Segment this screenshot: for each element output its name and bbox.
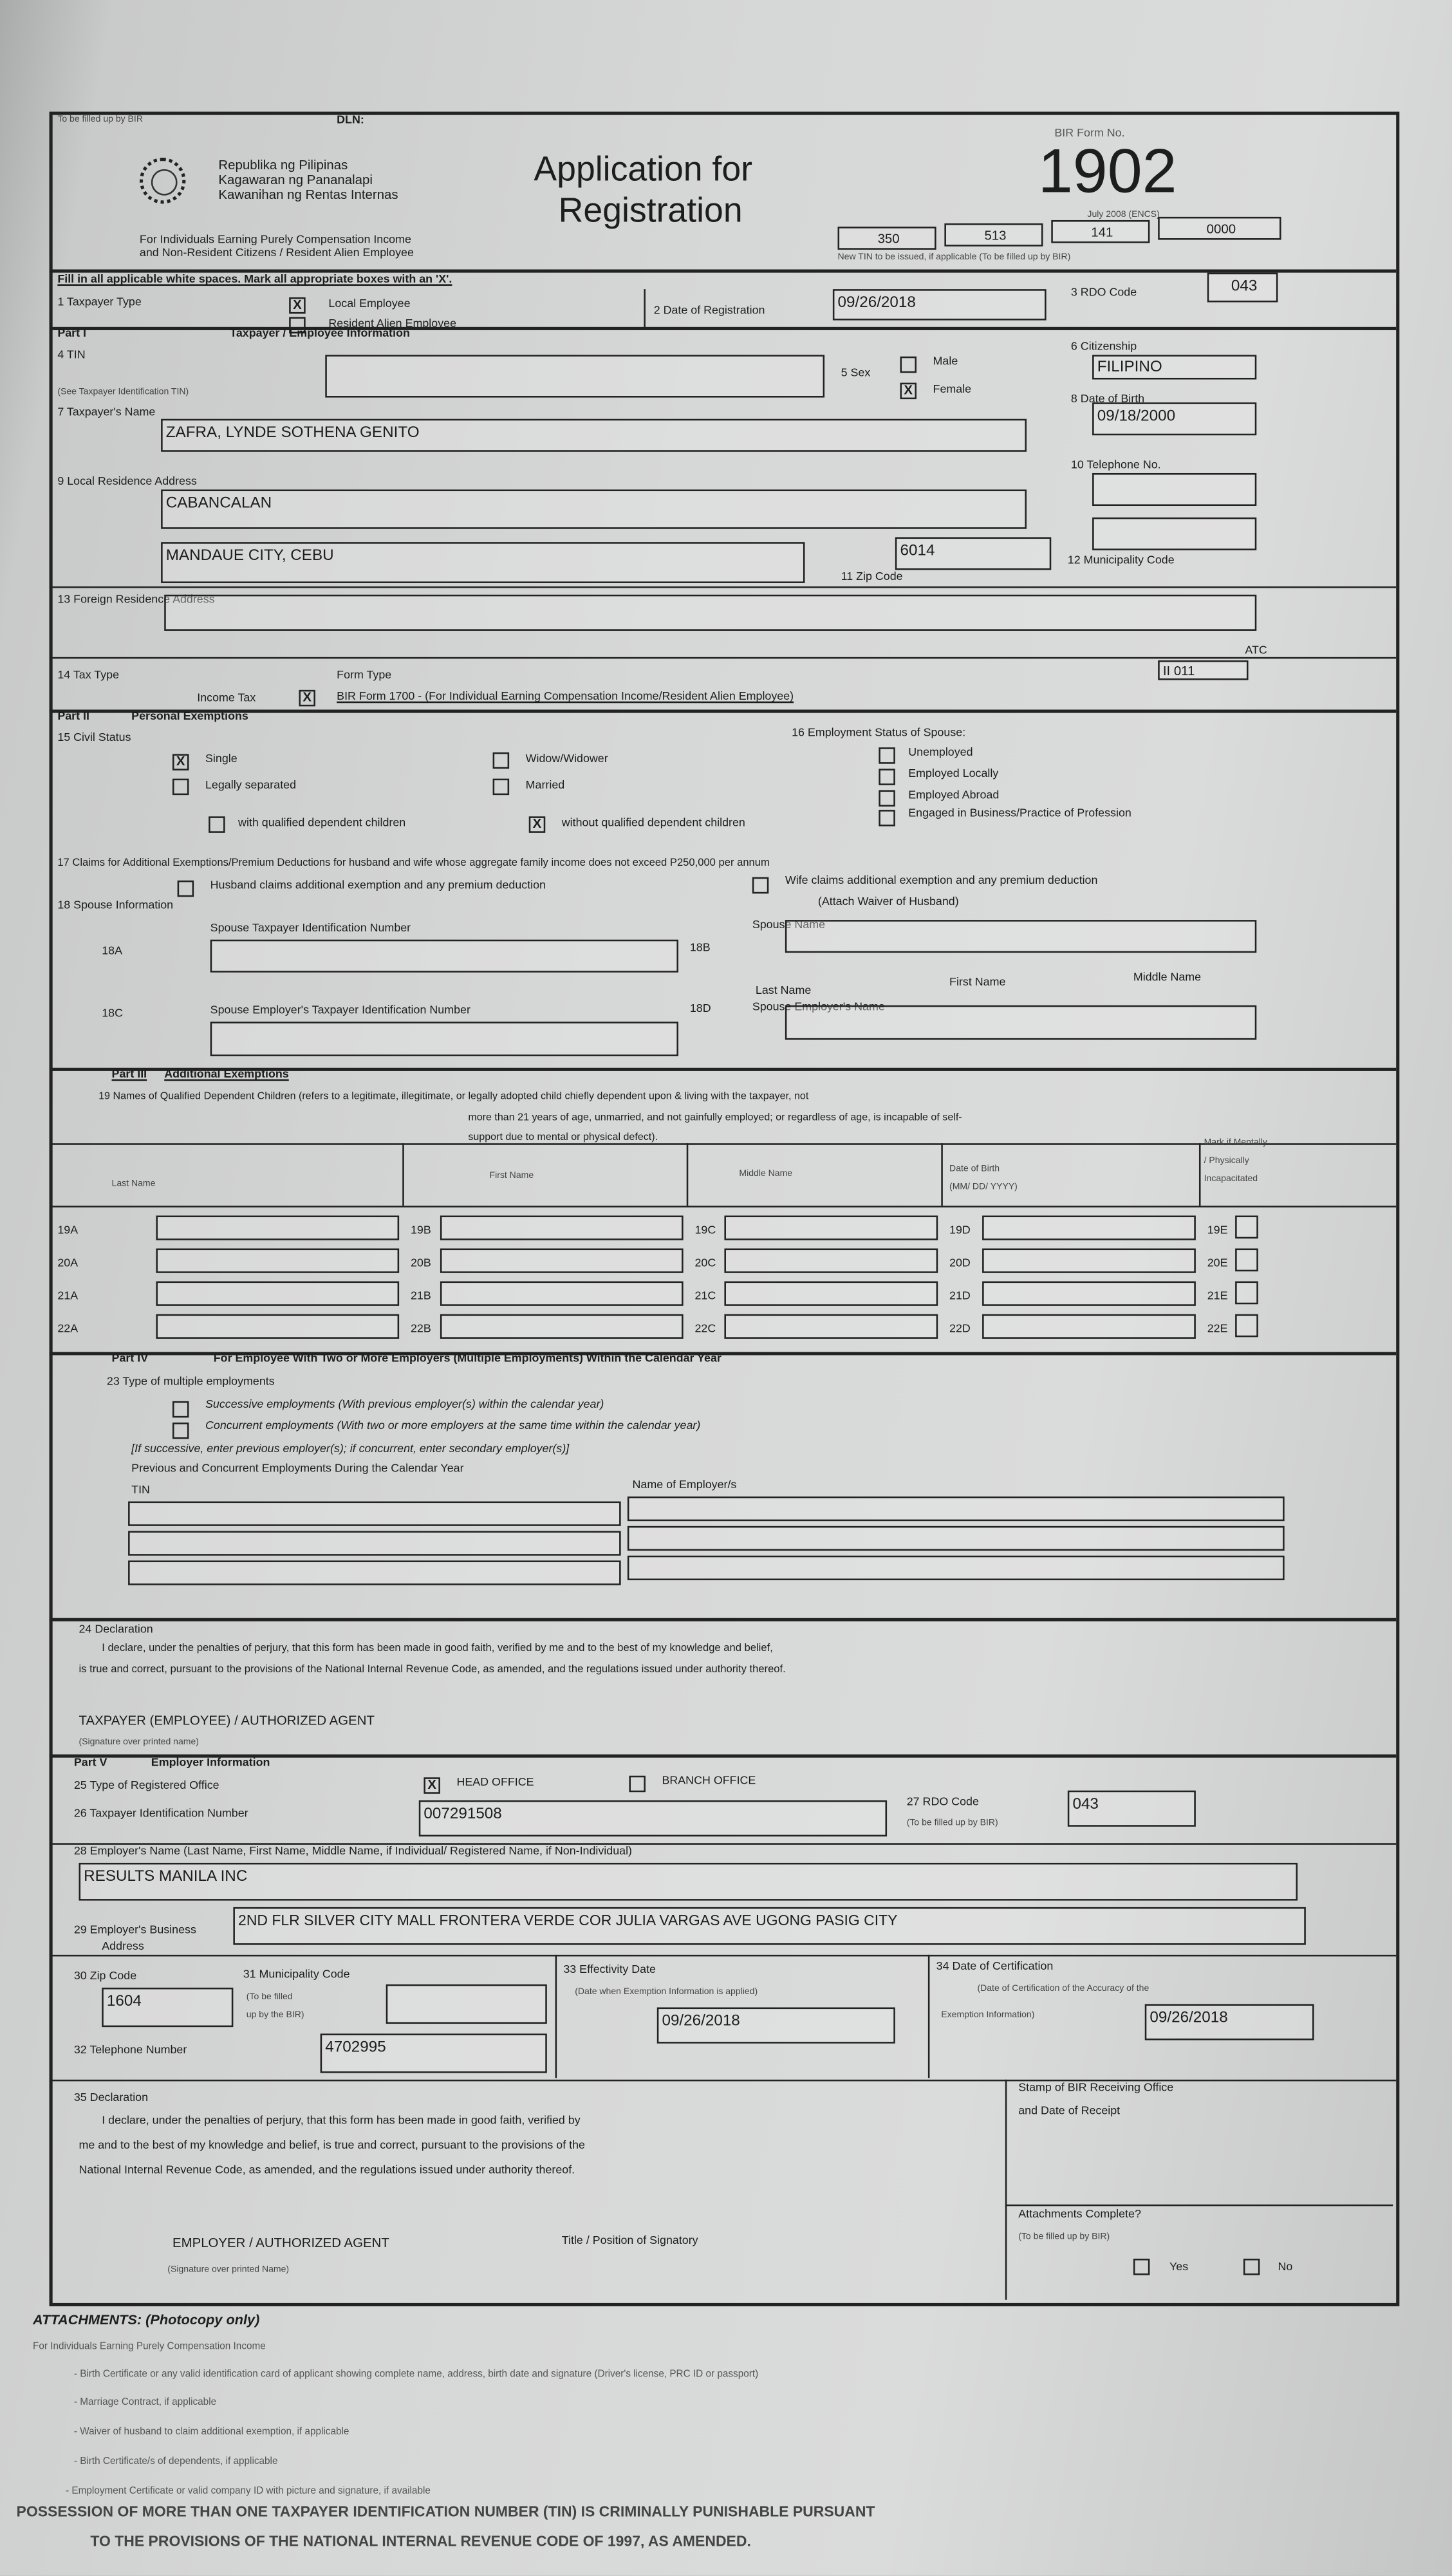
- unemployed-label: Unemployed: [908, 747, 973, 760]
- attachments-complete-note: (To be filled up by BIR): [1018, 2232, 1110, 2243]
- wife-claims-checkbox[interactable]: [752, 877, 769, 894]
- date-of-registration-label: 2 Date of Registration: [653, 305, 765, 317]
- tin-column-header: TIN: [131, 1485, 150, 1497]
- divider: [50, 1143, 1397, 1145]
- divider: [50, 270, 1397, 273]
- female-label: Female: [933, 384, 972, 397]
- dependent-field[interactable]: [982, 1282, 1196, 1306]
- employer-signature-note: (Signature over printed Name): [167, 2265, 290, 2275]
- spouse-employer-tin-field[interactable]: [210, 1022, 678, 1056]
- prev-employer-tin-field[interactable]: [128, 1531, 621, 1555]
- divider: [941, 1143, 943, 1206]
- spouse-employer-name-field[interactable]: [785, 1005, 1256, 1040]
- employer-zip-field[interactable]: 1604: [102, 1988, 233, 2027]
- new-tin-box-4: 0000: [1158, 217, 1281, 240]
- widow-label: Widow/Widower: [525, 754, 608, 766]
- attachments-yes-checkbox[interactable]: [1133, 2259, 1150, 2275]
- waiver-note: (Attach Waiver of Husband): [817, 897, 959, 909]
- date-of-registration-field[interactable]: 09/26/2018: [833, 289, 1047, 320]
- tin-label: 4 TIN: [57, 350, 86, 362]
- rdo-code-field[interactable]: 043: [1207, 273, 1278, 303]
- divider: [928, 1955, 930, 2078]
- dependent-field-label: 22D: [949, 1323, 971, 1336]
- field-18d-label: 18D: [689, 1003, 711, 1016]
- col-dob: Date of Birth: [949, 1164, 1000, 1175]
- municipality-code-note: (To be filled: [246, 1992, 293, 2002]
- dependent-field[interactable]: [724, 1314, 938, 1339]
- telephone-field[interactable]: [1092, 473, 1256, 506]
- legally-separated-checkbox[interactable]: [172, 779, 189, 796]
- citizenship-label: 6 Citizenship: [1070, 341, 1137, 353]
- employer-phone-field[interactable]: 4702995: [321, 2033, 547, 2073]
- declaration-label: 24 Declaration: [79, 1624, 153, 1636]
- female-checkbox[interactable]: X: [900, 383, 917, 400]
- citizenship-field[interactable]: FILIPINO: [1092, 355, 1256, 379]
- husband-claims-checkbox[interactable]: [178, 881, 194, 897]
- multiple-employment-label: 23 Type of multiple employments: [106, 1376, 275, 1388]
- divider: [50, 586, 1397, 588]
- prev-employer-name-field[interactable]: [628, 1526, 1285, 1551]
- yes-label: Yes: [1169, 2262, 1189, 2273]
- divider: [1005, 2080, 1007, 2300]
- signature-note: (Signature over printed name): [79, 1738, 199, 1748]
- concurrent-checkbox[interactable]: [172, 1423, 189, 1439]
- dependent-field[interactable]: [982, 1314, 1196, 1339]
- employed-abroad-label: Employed Abroad: [908, 790, 1000, 802]
- bir-seal-icon: [140, 158, 185, 203]
- form-no-label: BIR Form No.: [1054, 128, 1125, 140]
- declaration-text: is true and correct, pursuant to the provisions of the National Internal Revenue Code, as amended, and the regulations issued under authority thereof.: [79, 1664, 786, 1676]
- tax-type-label: 14 Tax Type: [57, 670, 120, 682]
- form-type-checkbox[interactable]: X: [299, 690, 315, 707]
- local-employee-label: Local Employee: [328, 299, 411, 311]
- prev-employer-tin-field[interactable]: [128, 1502, 621, 1526]
- employed-abroad-checkbox[interactable]: [879, 790, 895, 807]
- dependent-field-label: 19E: [1207, 1225, 1228, 1237]
- part5-title: Employer Information: [151, 1757, 270, 1769]
- dependent-field[interactable]: [982, 1215, 1196, 1240]
- head-office-checkbox[interactable]: X: [424, 1777, 440, 1794]
- employed-locally-checkbox[interactable]: [879, 769, 895, 785]
- tin-warning: TO THE PROVISIONS OF THE NATIONAL INTERNAL REVENUE CODE OF 1997, AS AMENDED.: [90, 2533, 751, 2550]
- engaged-business-checkbox[interactable]: [879, 810, 895, 826]
- dependent-field[interactable]: [724, 1282, 938, 1306]
- attachments-subtitle: For Individuals Earning Purely Compensation Income: [33, 2342, 266, 2353]
- without-children-label: without qualified dependent children: [561, 817, 745, 830]
- certification-date-field[interactable]: 09/26/2018: [1145, 2004, 1314, 2040]
- dependents-label-cont: more than 21 years of age, unmarried, and not gainfully employed; or regardless of age, is incapable of self-: [468, 1112, 962, 1124]
- attachment-item: - Employment Certificate or valid company ID with picture and signature, if available: [66, 2487, 431, 2497]
- employer-name-label: 28 Employer's Name (Last Name, First Name, Middle Name, if Individual/ Registered Name, if Non-Individual): [73, 1846, 633, 1858]
- dependent-field-label: 21A: [57, 1291, 79, 1303]
- form-title-line2: Registration: [558, 192, 743, 230]
- incapacitated-checkbox[interactable]: [1235, 1282, 1258, 1305]
- date-of-birth-field[interactable]: 09/18/2000: [1092, 402, 1256, 435]
- dependent-field[interactable]: [156, 1282, 399, 1306]
- local-employee-checkbox[interactable]: X: [289, 297, 306, 314]
- agency-line: Kawanihan ng Rentas Internas: [218, 187, 398, 202]
- zip-code-field[interactable]: 6014: [895, 537, 1051, 570]
- part4-label: Part IV: [111, 1353, 149, 1365]
- new-tin-box-2: 513: [944, 223, 1043, 247]
- local-address-label: 9 Local Residence Address: [57, 476, 197, 488]
- spouse-employer-tin-label: Spouse Employer's Taxpayer Identification Number: [210, 1005, 470, 1017]
- divider: [555, 1955, 557, 2078]
- no-label: No: [1278, 2262, 1293, 2273]
- tin-note: (See Taxpayer Identification TIN): [57, 387, 189, 398]
- single-checkbox[interactable]: X: [172, 754, 189, 770]
- divider: [50, 1618, 1397, 1621]
- previous-employments-label: Previous and Concurrent Employments During the Calendar Year: [131, 1463, 464, 1475]
- male-label: Male: [933, 356, 958, 368]
- taxpayer-name-field[interactable]: ZAFRA, LYNDE SOTHENA GENITO: [161, 419, 1027, 452]
- employer-tin-field[interactable]: 007291508: [419, 1800, 887, 1836]
- employed-locally-label: Employed Locally: [908, 769, 999, 781]
- branch-office-label: BRANCH OFFICE: [662, 1775, 756, 1787]
- single-label: Single: [205, 754, 237, 766]
- title-position-label: Title / Position of Signatory: [561, 2235, 698, 2248]
- divider: [50, 1955, 1397, 1957]
- dependent-field-label: 20E: [1207, 1258, 1228, 1270]
- employer-municipality-field[interactable]: [386, 1984, 547, 2024]
- married-label: Married: [525, 780, 565, 792]
- attachment-item: - Birth Certificate or any valid identification card of applicant showing complete name, address, birth date and signature (Driver's license, PRC ID or passport): [73, 2370, 759, 2380]
- employment-note: [If successive, enter previous employer(s); if concurrent, enter secondary employer(s)]: [131, 1444, 570, 1456]
- sex-label: 5 Sex: [841, 368, 871, 380]
- dependent-field[interactable]: [982, 1249, 1196, 1273]
- effectivity-date-field[interactable]: 09/26/2018: [657, 2008, 895, 2044]
- divider: [50, 1843, 1397, 1845]
- prev-employer-name-field[interactable]: [628, 1556, 1285, 1580]
- successive-checkbox[interactable]: [172, 1401, 189, 1418]
- part5-label: Part V: [73, 1757, 107, 1769]
- dependent-field-label: 22E: [1207, 1323, 1228, 1336]
- certification-date-note: (Date of Certification of the Accuracy of the: [977, 1984, 1150, 1995]
- dependent-field[interactable]: [156, 1314, 399, 1339]
- spouse-tin-label: Spouse Taxpayer Identification Number: [210, 923, 411, 935]
- rdo-code-label: 3 RDO Code: [1070, 287, 1137, 299]
- part4-title: For Employee With Two or More Employers (Multiple Employments) Within the Calendar Year: [213, 1353, 721, 1365]
- part3-label: Part III: [111, 1069, 147, 1081]
- employer-rdo-field[interactable]: 043: [1068, 1791, 1196, 1827]
- branch-office-checkbox[interactable]: [629, 1776, 646, 1793]
- dependent-field[interactable]: [724, 1249, 938, 1273]
- dependent-field[interactable]: [724, 1215, 938, 1240]
- field-18b-label: 18B: [689, 942, 711, 955]
- with-children-checkbox[interactable]: [209, 816, 225, 833]
- employer-name-field[interactable]: RESULTS MANILA INC: [79, 1863, 1298, 1901]
- atc-label: ATC: [1245, 645, 1267, 657]
- taxpayer-type-label: 1 Taxpayer Type: [57, 297, 142, 309]
- resident-alien-label: Resident Alien Employee: [328, 319, 457, 330]
- tin-field[interactable]: [325, 355, 824, 397]
- new-tin-box-1: 350: [838, 227, 936, 250]
- employer-phone-label: 32 Telephone Number: [73, 2045, 187, 2057]
- dependent-field-label: 20B: [411, 1258, 431, 1270]
- form-type-value: BIR Form 1700 - (For Individual Earning Compensation Income/Resident Alien Employee): [337, 691, 794, 704]
- new-tin-box-3: 141: [1051, 220, 1150, 243]
- municipality-code-field[interactable]: [1092, 518, 1256, 550]
- claims-label: 17 Claims for Additional Exemptions/Premium Deductions for husband and wife whose aggregate family income does not exceed P250,000 per annum: [57, 857, 770, 870]
- taxpayer-signatory: TAXPAYER (EMPLOYEE) / AUTHORIZED AGENT: [79, 1713, 375, 1728]
- dependent-field-label: 19A: [57, 1225, 79, 1237]
- col-middle-name: Middle Name: [739, 1170, 793, 1180]
- dependent-field-label: 20A: [57, 1258, 79, 1270]
- col-dob-format: (MM/ DD/ YYYY): [949, 1182, 1018, 1193]
- dependent-field-label: 21D: [949, 1291, 971, 1303]
- attachments-no-checkbox[interactable]: [1243, 2259, 1260, 2275]
- foreign-address-field[interactable]: [164, 595, 1256, 631]
- with-children-label: with qualified dependent children: [238, 817, 406, 830]
- col-incapacitated: Incapacitated: [1204, 1174, 1258, 1184]
- agency-line: Republika ng Pilipinas: [218, 157, 348, 173]
- part1-title: Taxpayer / Employee Information: [230, 328, 410, 341]
- employer-zip-label: 30 Zip Code: [73, 1971, 137, 1983]
- last-name-label: Last Name: [755, 985, 812, 998]
- dependents-label: 19 Names of Qualified Dependent Children (refers to a legitimate, illegitimate, or legally adopted child chiefly dependent upon & living with the taxpayer, not: [98, 1090, 809, 1103]
- col-incapacitated: Mark if Mentally: [1204, 1138, 1267, 1148]
- atc-field[interactable]: II 011: [1158, 660, 1248, 680]
- dependent-field[interactable]: [440, 1282, 684, 1306]
- attachment-item: - Marriage Contract, if applicable: [73, 2398, 217, 2409]
- divider: [50, 2080, 1397, 2082]
- municipality-code-note: up by the BIR): [246, 2010, 304, 2021]
- divider: [1199, 1143, 1201, 1206]
- attachment-item: - Birth Certificate/s of dependents, if applicable: [73, 2457, 278, 2468]
- male-checkbox[interactable]: [900, 357, 917, 373]
- zip-code-label: 11 Zip Code: [841, 572, 903, 583]
- dependent-field-label: 19B: [411, 1225, 431, 1237]
- field-18a-label: 18A: [102, 946, 123, 958]
- employer-declaration-text: I declare, under the penalties of perjury, that this form has been made in good faith, verified by: [102, 2115, 581, 2127]
- form-number: 1902: [1038, 138, 1177, 207]
- col-last-name: Last Name: [111, 1179, 156, 1190]
- spouse-employment-label: 16 Employment Status of Spouse:: [792, 727, 966, 740]
- divider: [50, 709, 1397, 713]
- effectivity-date-note: (Date when Exemption Information is applied): [575, 1987, 758, 1998]
- employer-address-label-cont: Address: [102, 1941, 144, 1954]
- spouse-name-label: Spouse Name: [752, 920, 826, 931]
- dependent-field-label: 22C: [694, 1323, 716, 1336]
- widow-checkbox[interactable]: [493, 752, 510, 769]
- head-office-label: HEAD OFFICE: [456, 1777, 534, 1789]
- dependent-field[interactable]: [156, 1249, 399, 1273]
- declaration-text: I declare, under the penalties of perjury, that this form has been made in good faith, verified by me and to the best of my knowledge and belief,: [102, 1643, 773, 1654]
- dependent-field-label: 21E: [1207, 1291, 1228, 1303]
- new-tin-note: New TIN to be issued, if applicable (To be filled up by BIR): [837, 253, 1071, 263]
- col-incapacitated: / Physically: [1204, 1156, 1249, 1166]
- divider: [644, 289, 646, 328]
- incapacitated-checkbox[interactable]: [1235, 1249, 1258, 1272]
- first-name-label: First Name: [949, 977, 1006, 989]
- divider: [1005, 2205, 1393, 2207]
- wife-claims-label: Wife claims additional exemption and any premium deduction: [785, 875, 1098, 888]
- stamp-label: Stamp of BIR Receiving Office: [1018, 2082, 1174, 2095]
- taxpayer-name-label: 7 Taxpayer's Name: [57, 407, 156, 419]
- date-of-birth-label: 8 Date of Birth: [1070, 394, 1145, 406]
- divider: [50, 657, 1397, 659]
- dependent-field-label: 20C: [694, 1258, 716, 1270]
- form-type-label: Form Type: [337, 670, 392, 682]
- tin-warning: POSSESSION OF MORE THAN ONE TAXPAYER IDENTIFICATION NUMBER (TIN) IS CRIMINALLY PUNISHABLE PURSUANT: [16, 2503, 875, 2520]
- dependents-label-cont: support due to mental or physical defect).: [468, 1132, 658, 1144]
- employer-tin-label: 26 Taxpayer Identification Number: [73, 1808, 248, 1820]
- concurrent-label: Concurrent employments (With two or more employers at the same time within the calendar year): [205, 1421, 701, 1433]
- incapacitated-checkbox[interactable]: [1235, 1314, 1258, 1338]
- employer-signatory: EMPLOYER / AUTHORIZED AGENT: [172, 2235, 389, 2251]
- form-subtitle: For Individuals Earning Purely Compensation Income: [139, 234, 411, 247]
- prev-employer-tin-field[interactable]: [128, 1560, 621, 1585]
- employer-declaration-text: National Internal Revenue Code, as amended, and the regulations issued under authority thereof.: [79, 2165, 575, 2177]
- attachment-item: - Waiver of husband to claim additional exemption, if applicable: [73, 2427, 349, 2438]
- employer-declaration-label: 35 Declaration: [73, 2093, 149, 2105]
- dependent-field[interactable]: [440, 1314, 684, 1339]
- employer-rdo-label: 27 RDO Code: [906, 1797, 979, 1809]
- spouse-tin-field[interactable]: [210, 940, 678, 973]
- dependent-field-label: 21B: [411, 1291, 431, 1303]
- dependent-field-label: 21C: [694, 1291, 716, 1303]
- employer-name-column-header: Name of Employer/s: [632, 1480, 737, 1492]
- agency-line: Kagawaran ng Pananalapi: [218, 172, 373, 187]
- dependent-field-label: 22A: [57, 1323, 79, 1336]
- address-line2-field[interactable]: MANDAUE CITY, CEBU: [161, 542, 805, 583]
- telephone-label: 10 Telephone No.: [1070, 460, 1161, 472]
- married-checkbox[interactable]: [493, 779, 510, 796]
- incapacitated-checkbox[interactable]: [1235, 1215, 1258, 1238]
- certification-date-note: Exemption Information): [941, 2010, 1035, 2021]
- form-title-line1: Application for: [534, 151, 753, 189]
- engaged-business-label: Engaged in Business/Practice of Profession: [908, 808, 1131, 820]
- registered-office-label: 25 Type of Registered Office: [73, 1780, 219, 1793]
- dependent-field-label: 20D: [949, 1258, 971, 1270]
- income-tax-label: Income Tax: [197, 693, 256, 705]
- spouse-info-label: 18 Spouse Information: [57, 900, 174, 912]
- effectivity-date-label: 33 Effectivity Date: [563, 1965, 656, 1977]
- divider: [402, 1143, 404, 1206]
- employer-declaration-text: me and to the best of my knowledge and belief, is true and correct, pursuant to the provisions of the: [79, 2140, 585, 2152]
- attachments-complete-label: Attachments Complete?: [1018, 2209, 1141, 2221]
- spouse-employer-name-label: Spouse Employer's Name: [752, 1002, 885, 1014]
- part3-title: Additional Exemptions: [164, 1069, 289, 1081]
- field-18c-label: 18C: [102, 1008, 124, 1020]
- prev-employer-name-field[interactable]: [628, 1497, 1285, 1521]
- unemployed-checkbox[interactable]: [879, 747, 895, 764]
- employer-address-label: 29 Employer's Business: [73, 1925, 196, 1937]
- part2-label: Part II: [57, 711, 89, 723]
- middle-name-label: Middle Name: [1133, 972, 1202, 984]
- attachments-title: ATTACHMENTS: (Photocopy only): [33, 2311, 260, 2328]
- dependent-field-label: 19D: [949, 1225, 971, 1237]
- address-line1-field[interactable]: CABANCALAN: [161, 489, 1027, 528]
- without-children-checkbox[interactable]: X: [529, 816, 546, 833]
- certification-date-label: 34 Date of Certification: [936, 1961, 1054, 1973]
- divider: [687, 1143, 689, 1206]
- stamp-label: and Date of Receipt: [1018, 2105, 1121, 2118]
- municipality-code-label: 31 Municipality Code: [243, 1969, 350, 1981]
- col-first-name: First Name: [489, 1171, 534, 1181]
- part1-label: Part I: [57, 328, 87, 341]
- bir-use-label: To be filled up by BIR: [57, 115, 143, 125]
- dependent-field-label: 22B: [411, 1323, 431, 1336]
- legally-separated-label: Legally separated: [205, 780, 297, 792]
- form-version: July 2008 (ENCS): [1087, 210, 1160, 220]
- successive-label: Successive employments (With previous employer(s) within the calendar year): [205, 1399, 604, 1412]
- dependent-field-label: 19C: [694, 1225, 716, 1237]
- part2-title: Personal Exemptions: [131, 711, 248, 723]
- fill-instruction: Fill in all applicable white spaces. Mark all appropriate boxes with an 'X'.: [57, 274, 452, 286]
- form-subtitle: and Non-Resident Citizens / Resident Alien Employee: [139, 248, 414, 260]
- dependent-field[interactable]: [440, 1215, 684, 1240]
- spouse-name-field[interactable]: [785, 920, 1256, 953]
- municipality-code-label: 12 Municipality Code: [1067, 555, 1175, 567]
- employer-rdo-note: (To be filled up by BIR): [906, 1818, 998, 1829]
- civil-status-label: 15 Civil Status: [57, 733, 131, 745]
- divider: [50, 1206, 1397, 1208]
- dln-label: DLN:: [337, 115, 364, 127]
- foreign-address-label: 13 Foreign Residence Address: [57, 594, 215, 606]
- dependent-field[interactable]: [156, 1215, 399, 1240]
- husband-claims-label: Husband claims additional exemption and any premium deduction: [210, 880, 546, 892]
- employer-address-field[interactable]: 2ND FLR SILVER CITY MALL FRONTERA VERDE COR JULIA VARGAS AVE UGONG PASIG CITY: [233, 1907, 1305, 1945]
- dependent-field[interactable]: [440, 1249, 684, 1273]
